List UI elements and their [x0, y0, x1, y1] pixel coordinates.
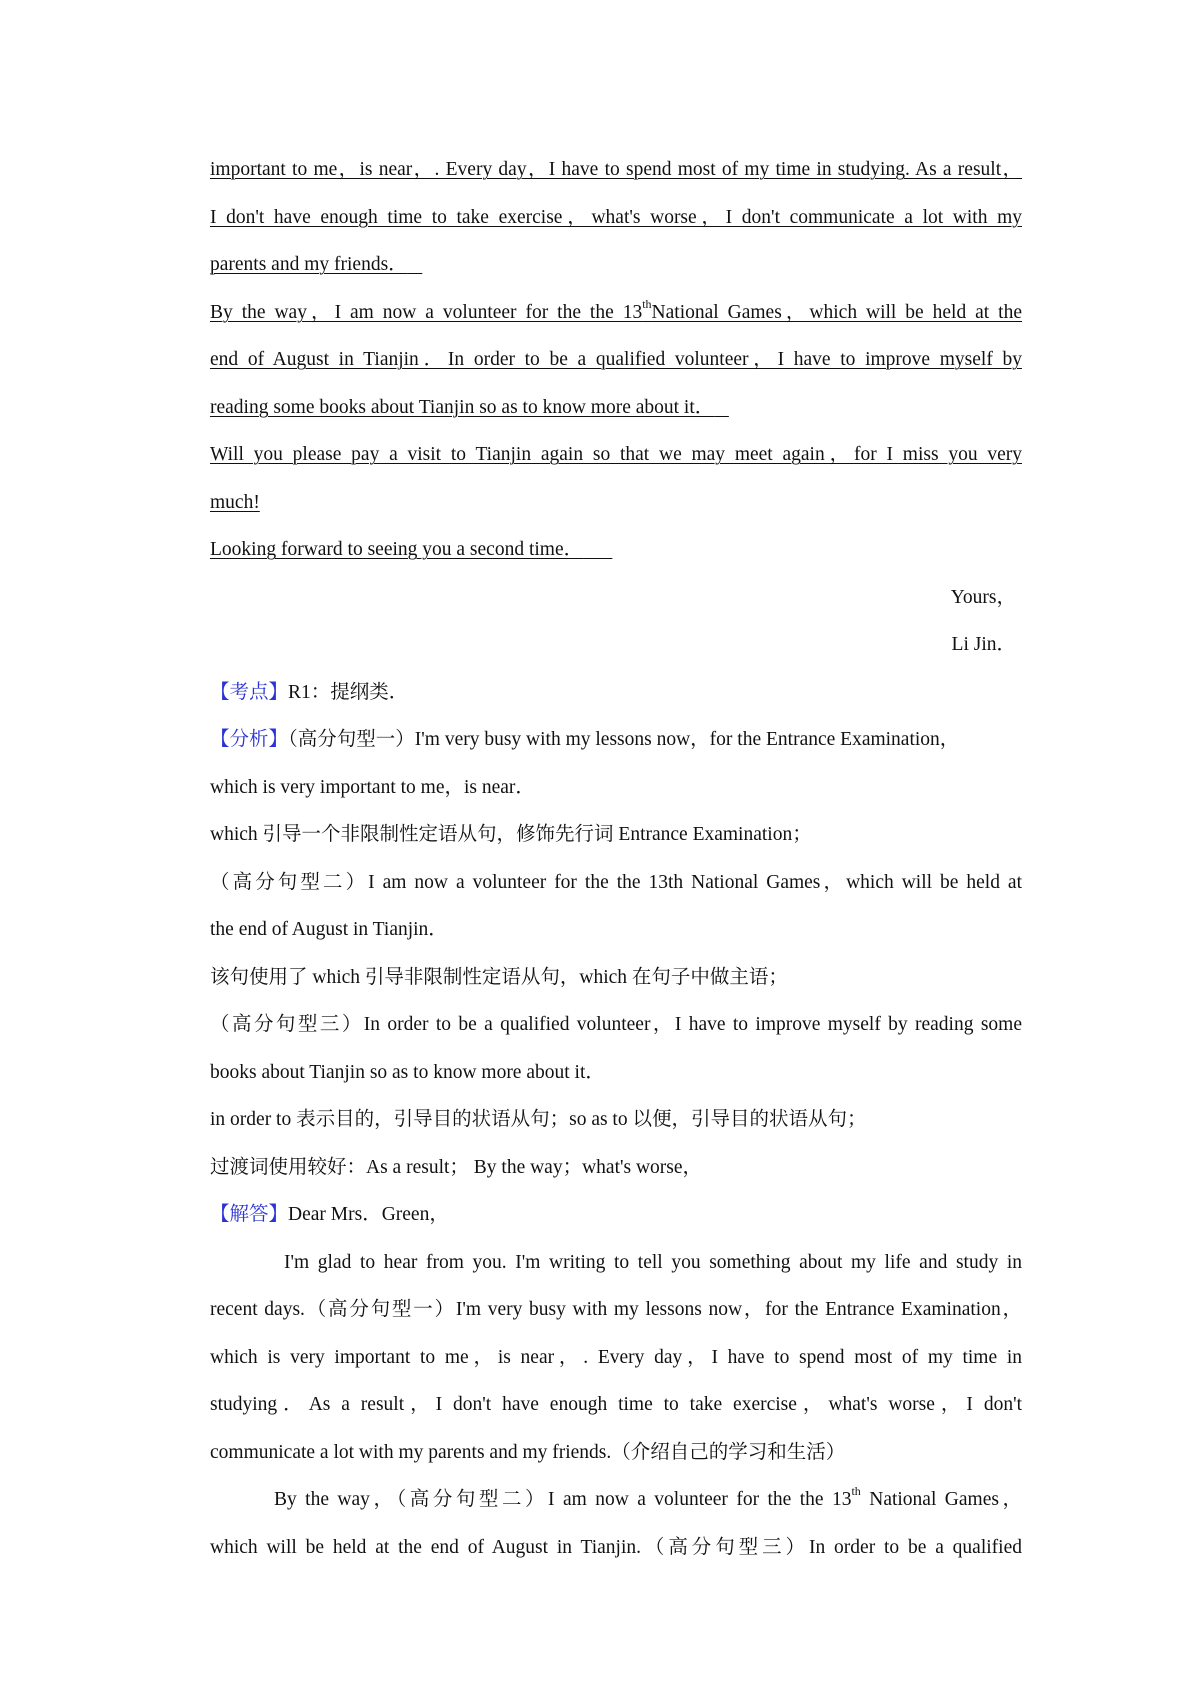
analysis-line: the end of August in Tianjin．	[210, 919, 448, 940]
letter-line: Will you please pay a visit to Tianjin again so that we may meet again，for I miss you very	[210, 444, 1022, 465]
letter-line: much!	[210, 491, 260, 513]
analysis-line: 过渡词使用较好：As a result； By the way；what's worse，	[210, 1156, 703, 1178]
answer-line: which will be held at the end of August in Tianjin.（高分句型三）In order to be a qualified	[210, 1536, 1022, 1558]
answer-line: which is very important to me，is near，. Every day，I have to spend most of my time in	[210, 1346, 1022, 1368]
analysis-line: （高分句型二）I am now a volunteer for the the 13th National Games，which will be held at	[210, 871, 1022, 893]
answer-line: I'm glad to hear from you. I'm writing to tell you something about my life and study in	[284, 1251, 1022, 1273]
letter-line-text: Looking forward to seeing you a second time．	[210, 539, 584, 560]
letter-line	[210, 241, 1022, 289]
answer-line	[210, 1476, 1022, 1524]
ordinal-suffix: th	[642, 296, 652, 311]
letter-line-text: reading some books about Tianjin so as to know more about it．	[210, 396, 715, 418]
answer-line: recent days.（高分句型一）I'm very busy with my lessons now，for the Entrance Examination，	[210, 1299, 1022, 1320]
letter-line: end of August in Tianjin．In order to be a qualified volunteer，I have to improve myself by	[210, 349, 1022, 370]
letter-line-text: By the way，I am now a volunteer for the the 13	[210, 301, 643, 323]
ordinal-suffix: th	[851, 1484, 861, 1498]
kaodian-text: R1：提纲类．	[288, 681, 409, 703]
analysis-line: （高分句型三）In order to be a qualified volunteer，I have to improve myself by reading some	[210, 1014, 1022, 1035]
letter-line-text: parents and my friends．	[210, 254, 408, 275]
analysis-line: which is very important to me，is near．	[210, 776, 535, 798]
letter-salutation: Dear Mrs．Green，	[288, 1204, 449, 1225]
letter-line: important to me，is near，. Every day，I have to spend most of my time in studying. As a result，	[210, 159, 1022, 180]
letter-line	[210, 526, 1022, 574]
fenxi-section	[210, 716, 1022, 764]
letter-line-text: National Games，which will be held at the	[651, 301, 1022, 323]
answer-line: studying．As a result，I don't have enough time to take exercise，what's worse，I don't	[210, 1394, 1022, 1415]
analysis-line: books about Tianjin so as to know more about it．	[210, 1061, 605, 1083]
letter-line	[210, 289, 1022, 337]
analysis-line: in order to 表示目的，引导目的状语从句；so as to 以便，引导目的状语从句；	[210, 1109, 867, 1130]
answer-line-text: National Games，	[860, 1489, 1022, 1510]
answer-line-text: By the way，（高分句型二）I am now a volunteer for the the 13	[274, 1489, 852, 1510]
letter-line: I don't have enough time to take exercise，what's worse，I don't communicate a lot with my	[210, 206, 1022, 228]
analysis-line: 该句使用了 which 引导非限制性定语从句，which 在句子中做主语；	[210, 966, 788, 988]
letter-closing: Yours，	[950, 586, 1016, 608]
fenxi-tag: 【分析】	[210, 729, 289, 750]
jieda-tag: 【解答】	[210, 1204, 289, 1225]
kaodian-section	[210, 669, 1022, 717]
document-page	[210, 146, 1022, 1571]
fenxi-text: （高分句型一）I'm very busy with my lessons now，for the Entrance Examination，	[288, 729, 960, 750]
letter-signature: Li Jin．	[951, 634, 1016, 655]
kaodian-tag: 【考点】	[210, 681, 289, 703]
answer-line: communicate a lot with my parents and my friends.（介绍自己的学习和生活）	[210, 1441, 846, 1463]
jieda-section	[210, 1191, 1022, 1239]
letter-line	[210, 384, 1022, 432]
analysis-line: which 引导一个非限制性定语从句，修饰先行词 Entrance Examination；	[210, 824, 812, 845]
